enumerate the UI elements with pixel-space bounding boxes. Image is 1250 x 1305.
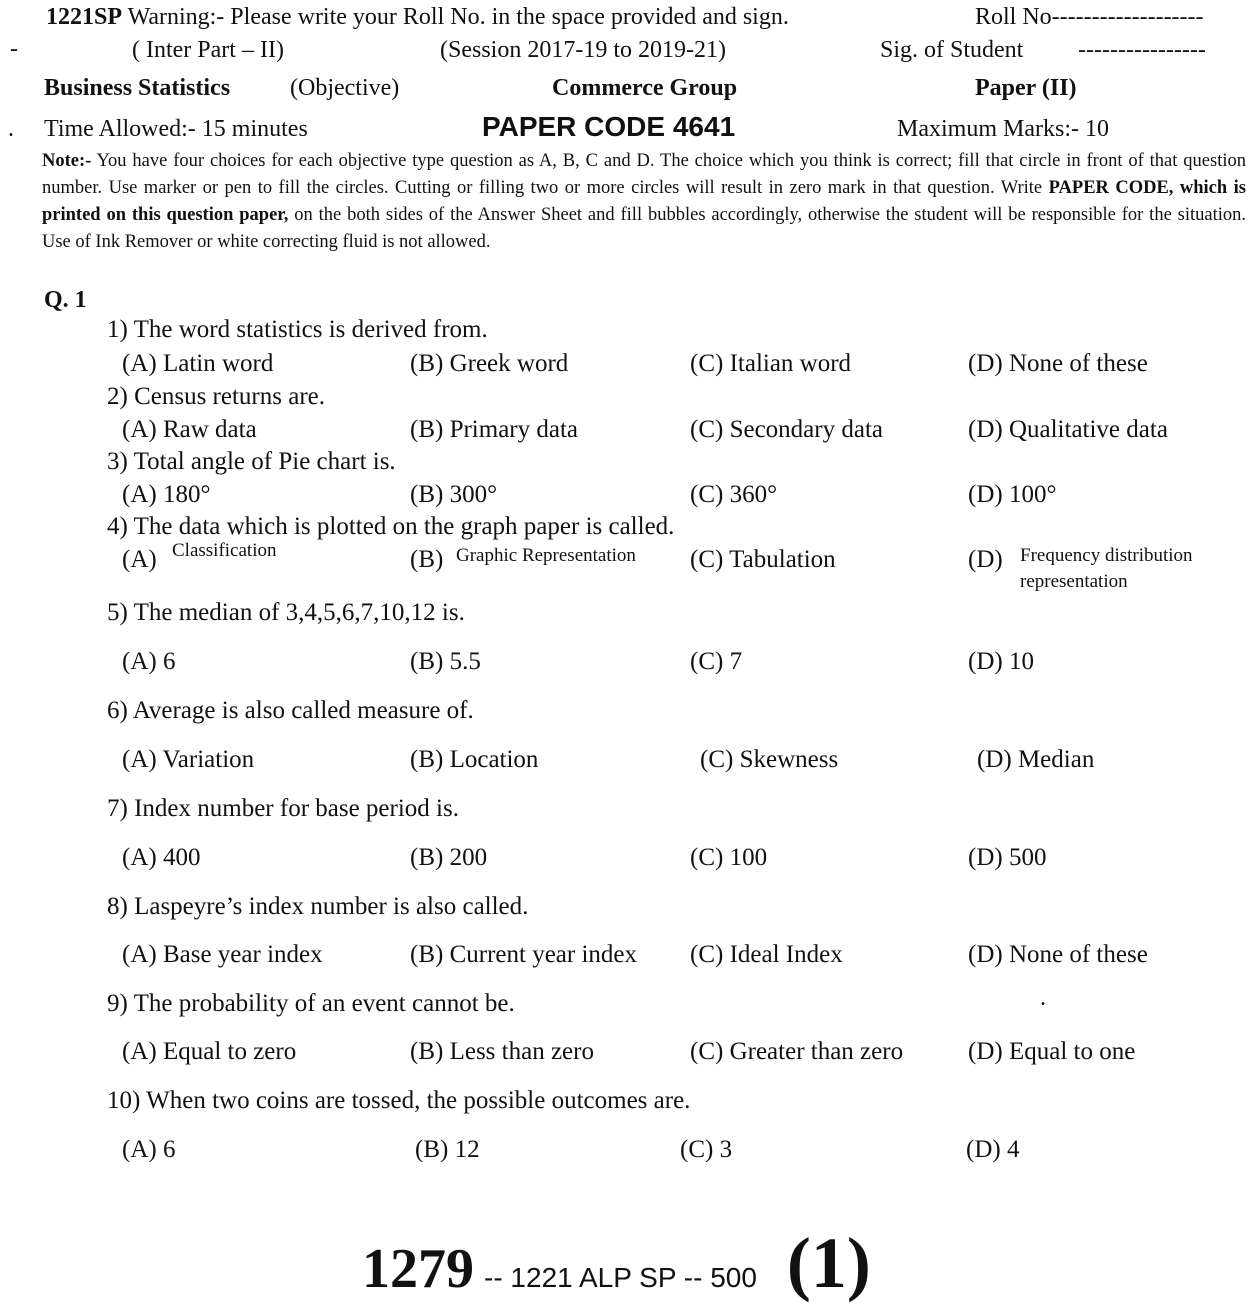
q9-option-d: (D) Equal to one [968, 1038, 1136, 1065]
q2-option-d: (D) Qualitative data [968, 416, 1168, 443]
q4-option-c: (C) Tabulation [690, 546, 836, 573]
question-10: 10) When two coins are tossed, the possible outcomes are. [107, 1087, 691, 1114]
note-text-2: on the both sides of the Answer Sheet and fill bubbles accordingly, otherwise the student will be responsible for the situation. Use of Ink Remover or white correcting fluid is not allowed. [42, 205, 1246, 252]
q3-option-c: (C) 360° [690, 481, 778, 508]
q5-option-a: (A) 6 [122, 648, 176, 675]
signature-line: ---------------- [1078, 37, 1206, 63]
q3-option-a: (A) 180° [122, 481, 211, 508]
maximum-marks: Maximum Marks:- 10 [897, 116, 1109, 142]
group-title: Commerce Group [552, 75, 738, 101]
q9-option-b: (B) Less than zero [410, 1038, 594, 1065]
q7-option-d: (D) 500 [968, 844, 1047, 871]
q2-option-a: (A) Raw data [122, 416, 257, 443]
signature-label: Sig. of Student [880, 37, 1024, 63]
question-3: 3) Total angle of Pie chart is. [107, 448, 396, 475]
q4-option-a-prefix: (A) [122, 546, 157, 573]
warning-text: Warning:- Please write your Roll No. in the space provided and sign. [127, 4, 789, 30]
q10-option-b: (B) 12 [415, 1136, 480, 1163]
q4-option-d: Frequency distribution [1020, 545, 1193, 566]
q5-option-d: (D) 10 [968, 648, 1034, 675]
q7-option-b: (B) 200 [410, 844, 488, 871]
header-line-1 [46, 4, 789, 31]
question-1: 1) The word statistics is derived from. [107, 316, 488, 343]
question-2: 2) Census returns are. [107, 383, 325, 410]
q1-option-b: (B) Greek word [410, 350, 569, 377]
q2-option-c: (C) Secondary data [690, 416, 883, 443]
q4-option-d-line-2: representation [1020, 571, 1128, 592]
footer-page-number: (1) [786, 1223, 871, 1303]
q10-option-a: (A) 6 [122, 1136, 176, 1163]
q2-option-b: (B) Primary data [410, 416, 579, 443]
question-label: Q. 1 [44, 287, 87, 313]
q1-option-d: (D) None of these [968, 350, 1148, 377]
margin-dot-2: . [8, 116, 14, 142]
q10-option-c: (C) 3 [680, 1136, 733, 1163]
q1-option-c: (C) Italian word [690, 350, 852, 377]
inter-part: ( Inter Part – II) [132, 37, 284, 63]
q6-option-d: (D) Median [977, 746, 1095, 773]
question-6: 6) Average is also called measure of. [107, 697, 474, 724]
page-footer [362, 1222, 871, 1305]
paper-number: Paper (II) [975, 75, 1077, 101]
note-text-1: You have four choices for each objective type question as A, B, C and D. The choice which you think is correct; fill that circle in front of that question number. Use marker or pen to fill the circles. Cutting or filling two or more circles will result in zero mark in that question. Write [42, 151, 1246, 198]
session: (Session 2017-19 to 2019-21) [440, 37, 726, 63]
q4-option-b-prefix: (B) [410, 546, 444, 573]
question-5: 5) The median of 3,4,5,6,7,10,12 is. [107, 599, 465, 626]
q6-option-b: (B) Location [410, 746, 539, 773]
q8-option-d: (D) None of these [968, 941, 1148, 968]
paper-serial: 1221SP [46, 4, 123, 30]
q10-option-d: (D) 4 [966, 1136, 1020, 1163]
margin-dot: - [10, 36, 18, 62]
q8-option-a: (A) Base year index [122, 941, 323, 968]
paper-code: PAPER CODE 4641 [482, 111, 736, 142]
question-9: 9) The probability of an event cannot be. [107, 990, 515, 1017]
time-allowed: Time Allowed:- 15 minutes [44, 116, 308, 142]
roll-no-field: Roll No------------------- [975, 4, 1204, 30]
q7-option-c: (C) 100 [690, 844, 768, 871]
q3-option-d: (D) 100° [968, 481, 1057, 508]
question-8: 8) Laspeyre’s index number is also called. [107, 893, 529, 920]
footer-code-mid: -- 1221 ALP SP -- 500 [484, 1262, 757, 1293]
note-bold: PAPER CODE, which is printed on this question paper, [42, 178, 1246, 225]
question-4: 4) The data which is plotted on the graph paper is called. [107, 513, 675, 540]
question-7: 7) Index number for base period is. [107, 795, 459, 822]
q7-option-a: (A) 400 [122, 844, 201, 871]
q8-option-b: (B) Current year index [410, 941, 638, 968]
q4-option-b: Graphic Representation [456, 545, 636, 566]
q6-option-a: (A) Variation [122, 746, 255, 773]
note-label: Note:- [42, 151, 92, 171]
q9-option-c: (C) Greater than zero [690, 1038, 904, 1065]
q1-option-a: (A) Latin word [122, 350, 274, 377]
footer-code-big: 1279 [362, 1238, 474, 1300]
q4-option-a: Classification [172, 540, 277, 561]
q5-option-c: (C) 7 [690, 648, 743, 675]
q8-option-c: (C) Ideal Index [690, 941, 843, 968]
q4-option-d-prefix: (D) [968, 546, 1003, 573]
q6-option-c: (C) Skewness [700, 746, 839, 773]
q9-option-a: (A) Equal to zero [122, 1038, 297, 1065]
q3-option-b: (B) 300° [410, 481, 498, 508]
q5-option-b: (B) 5.5 [410, 648, 481, 675]
subject-title: Business Statistics [44, 75, 231, 101]
stray-mark: . [1040, 985, 1046, 1011]
objective-label: (Objective) [290, 75, 400, 101]
instructions-note [42, 148, 1246, 256]
